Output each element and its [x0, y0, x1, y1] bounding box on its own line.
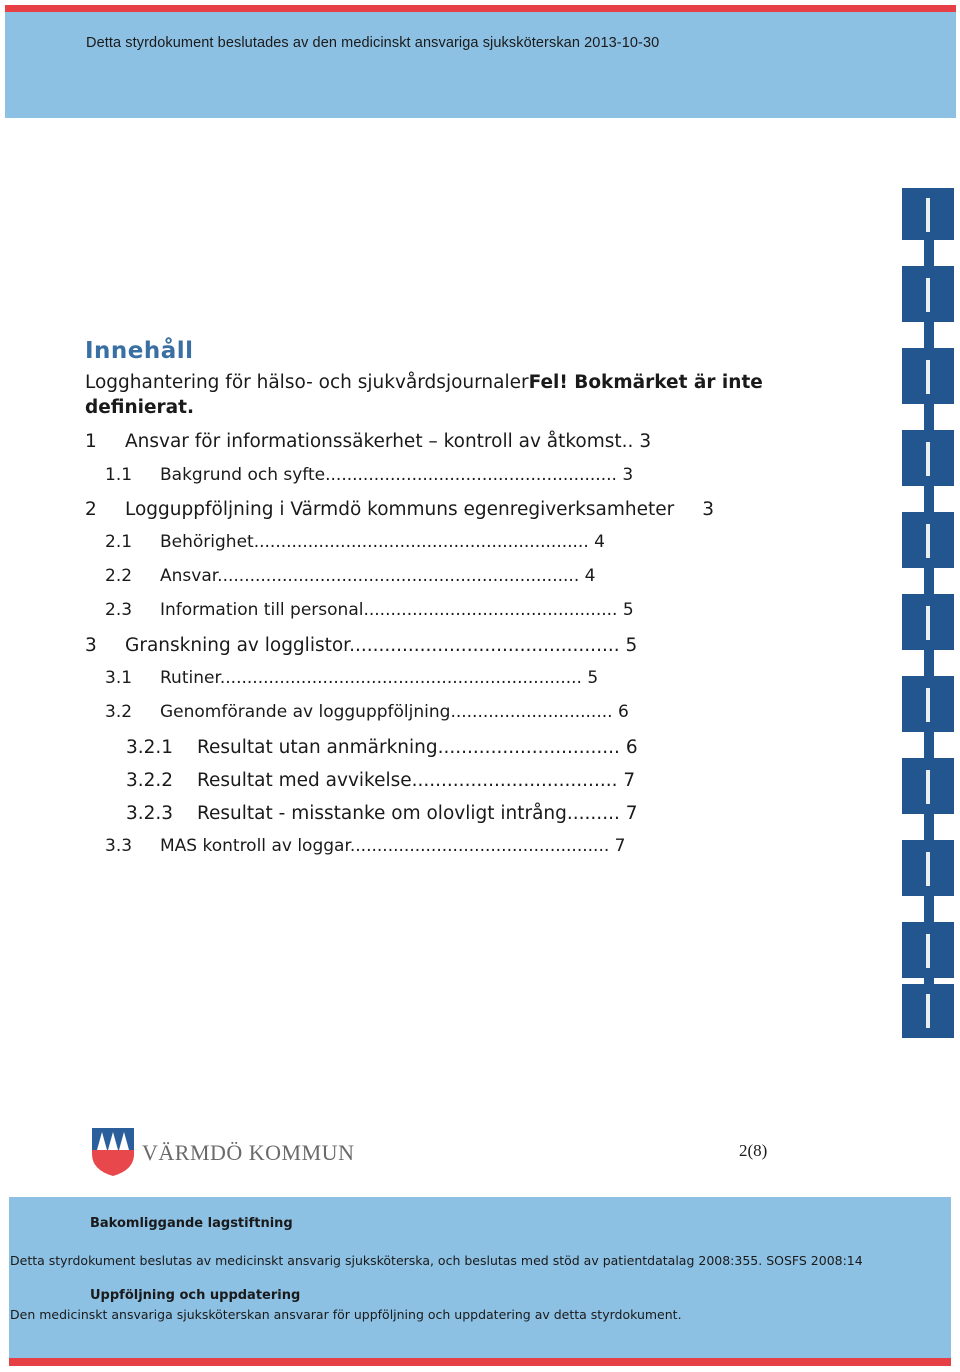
toc-leader: ..............................................: [349, 635, 620, 656]
toc-page-number: 4: [584, 566, 596, 586]
toc-entry-number: 1.1: [105, 465, 133, 485]
toc-error-text: Fel! Bokmärket är inte: [528, 372, 763, 393]
toc-leader: ...............................................: [363, 600, 618, 620]
toc-entry-text: Logghantering för hälso- och sjukvårdsjournaler: [85, 372, 529, 393]
toc-leader: ...............................: [437, 737, 620, 758]
toc-leader: ......................................................: [325, 465, 617, 485]
toc-entry-title: Logguppföljning i Värmdö kommuns egenregiverksamheter: [125, 499, 675, 520]
toc-entry-3[interactable]: [85, 635, 637, 656]
toc-page-number: 7: [625, 803, 638, 824]
header-text: Detta styrdokument beslutades av den medicinskt ansvariga sjuksköterskan 2013-10-30: [86, 35, 660, 51]
toc-entry-3-3[interactable]: [105, 836, 626, 856]
footer-band: [9, 1197, 951, 1358]
toc-page-number: 4: [594, 532, 605, 552]
toc-entry-number: 3.2: [105, 702, 133, 722]
toc-entry-number: 2.2: [105, 566, 133, 586]
toc-entry-2-2[interactable]: [105, 566, 595, 586]
toc-page-number: 7: [614, 836, 626, 856]
toc-leader: ...................................................................: [217, 566, 580, 586]
toc-entry-title: Genomförande av logguppföljning: [160, 702, 451, 722]
toc-entry-3-2[interactable]: [105, 702, 629, 722]
toc-page-number: 5: [622, 600, 634, 620]
toc-leader: ..............................: [450, 702, 613, 722]
toc-entry-2-1[interactable]: [105, 532, 605, 552]
toc-entry-title: Information till personal: [160, 600, 364, 620]
bottom-red-stripe: [9, 1358, 951, 1366]
followup-heading: Uppföljning och uppdatering: [90, 1288, 301, 1303]
toc-leader: ...................................................................: [219, 668, 582, 688]
toc-title: Innehåll: [85, 338, 194, 364]
toc-entry-title: Behörighet: [160, 532, 254, 552]
toc-page-number: 6: [625, 737, 638, 758]
toc-entry-title: Ansvar för informationssäkerhet – kontroll av åtkomst: [125, 431, 622, 452]
municipality-logo-icon: [92, 1128, 134, 1176]
toc-page-number: 3: [702, 499, 714, 520]
toc-page-number: 5: [625, 635, 638, 656]
toc-entry-2[interactable]: [85, 499, 714, 520]
toc-leader: ................................................: [349, 836, 610, 856]
side-pattern-decoration: [900, 188, 956, 1038]
toc-entry-number: 3.2.2: [126, 770, 174, 791]
toc-entry-number: 3.1: [105, 668, 133, 688]
toc-entry-number: 2.3: [105, 600, 133, 620]
toc-leader: ..............................................................: [253, 532, 589, 552]
toc-entry-title: Ansvar: [160, 566, 218, 586]
toc-entry-number: 3.2.3: [126, 803, 174, 824]
toc-leader: ..: [621, 431, 634, 452]
toc-page-number: 3: [639, 431, 652, 452]
toc-entry-title: Resultat utan anmärkning: [197, 737, 438, 758]
toc-leader: .........: [566, 803, 620, 824]
organization-name: VÄRMDÖ KOMMUN: [142, 1140, 355, 1165]
toc-entry-3-2-1[interactable]: [126, 737, 638, 758]
toc-page-number: 5: [587, 668, 599, 688]
followup-text: Den medicinskt ansvariga sjuksköterskan ansvarar för uppföljning och uppdatering av detta styrdokument.: [10, 1307, 682, 1322]
toc-page-number: 7: [623, 770, 636, 791]
header-band: [5, 12, 956, 118]
toc-error-continuation: definierat.: [85, 397, 195, 418]
toc-entry-number: 3: [85, 635, 97, 656]
top-red-stripe: [5, 5, 956, 12]
toc-entry-3-2-2[interactable]: [126, 770, 635, 791]
toc-entry-number: 3.2.1: [126, 737, 174, 758]
toc-entry-number: 2.1: [105, 532, 133, 552]
toc-entry-3-2-3[interactable]: [126, 803, 638, 824]
toc-leader: ...................................: [411, 770, 618, 791]
toc-page-number: 3: [622, 465, 634, 485]
toc-entry-2-3[interactable]: [105, 600, 634, 620]
toc-entry-title: Bakgrund och syfte: [160, 465, 326, 485]
toc-entry-number: 2: [85, 499, 97, 520]
toc-entry-number: 3.3: [105, 836, 133, 856]
toc-entry-1-1[interactable]: [105, 465, 633, 485]
toc-entry-0[interactable]: [85, 372, 763, 393]
toc-page-number: 6: [617, 702, 629, 722]
legislation-text: Detta styrdokument beslutas av medicinskt ansvarig sjuksköterska, och beslutas med stöd av patientdatalag 2008:355. SOSFS 2008:14: [10, 1253, 863, 1268]
toc-entry-title: Resultat - misstanke om olovligt intrång: [197, 803, 567, 824]
toc-entry-title: Granskning av logglistor: [125, 635, 350, 656]
legislation-heading: Bakomliggande lagstiftning: [90, 1216, 293, 1231]
toc-entry-title: Resultat med avvikelse: [197, 770, 412, 791]
toc-entry-1[interactable]: [85, 431, 651, 452]
page-indicator: 2(8): [739, 1141, 768, 1160]
toc-entry-title: MAS kontroll av loggar: [160, 836, 350, 856]
toc-entry-number: 1: [85, 431, 97, 452]
toc-entry-3-1[interactable]: [105, 668, 598, 688]
toc-entry-title: Rutiner: [160, 668, 220, 688]
